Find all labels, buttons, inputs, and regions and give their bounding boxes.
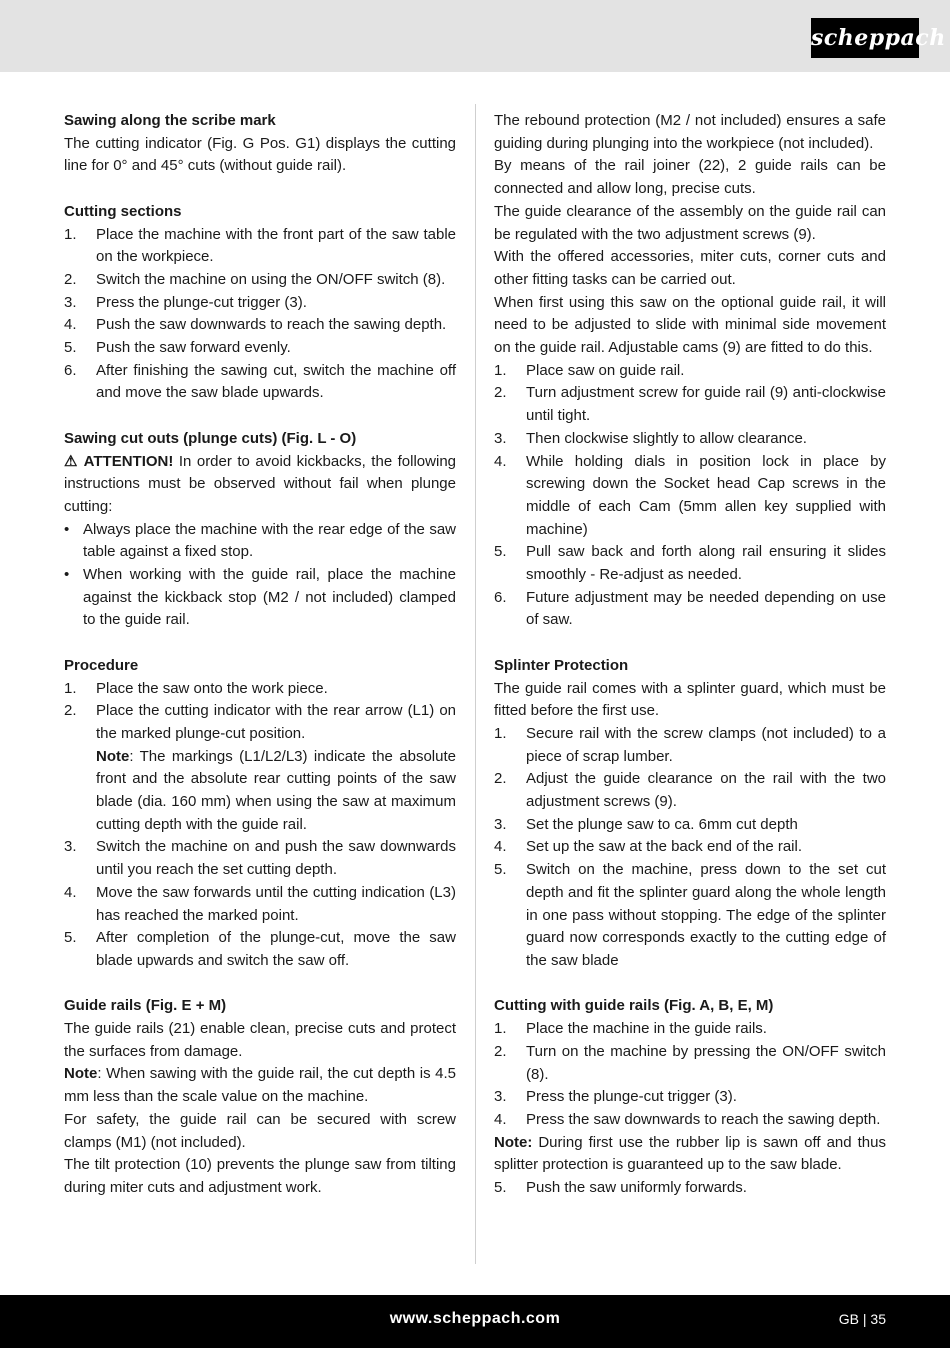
list-item: 1. Place the saw onto the work piece. xyxy=(64,679,328,697)
cutting-guide-rails-list-cont xyxy=(494,1177,886,1200)
list-item: 3. Press the plunge-cut trigger (3). xyxy=(494,1088,737,1106)
note-label: Note xyxy=(96,747,130,765)
attention-paragraph: ⚠ ATTENTION! In order to avoid kickbacks, the following instructions must be observed without fail when plunge cutting: xyxy=(64,452,457,515)
note-paragraph: Note: When sawing with the guide rail, the cut depth is 4.5 mm less than the scale value on the machine. xyxy=(64,1065,456,1106)
list-item: 3. Then clockwise slightly to allow clearance. xyxy=(494,429,807,447)
section-title-cutting-sections: Cutting sections xyxy=(64,202,182,220)
list-item: 4. Press the saw downwards to reach the sawing depth. xyxy=(494,1110,881,1128)
paragraph: The guide clearance of the assembly on the guide rail can be regulated with the two adjustment screws (9). xyxy=(494,202,886,243)
section-title-cutting-guide-rails: Cutting with guide rails (Fig. A, B, E, M) xyxy=(494,997,774,1015)
brand-logo: scheppach xyxy=(811,18,919,58)
list-item: 4. Push the saw downwards to reach the sawing depth. xyxy=(64,316,447,334)
list-item: 5. Switch on the machine, press down to the set cut depth and fit the splinter guard along the whole length in one pass without stopping. The edge of the splinter guard now corresponds exactly to the cutting edge of the saw blade xyxy=(494,861,886,969)
page-number: GB | 35 xyxy=(838,1311,886,1327)
left-column xyxy=(64,110,456,1200)
cutting-sections-list xyxy=(64,224,456,406)
list-item: 4. Set up the saw at the back end of the rail. xyxy=(494,838,803,856)
website-link[interactable]: www.scheppach.com xyxy=(389,1310,561,1327)
list-item: 3. Press the plunge-cut trigger (3). xyxy=(64,293,307,311)
column-divider xyxy=(475,104,476,1264)
list-item: 2. Turn on the machine by pressing the ON/OFF switch (8). xyxy=(494,1042,886,1083)
list-item: 2. Place the cutting indicator with the rear arrow (L1) on the marked plunge-cut position. Note: The markings (L1/L2/L3) indicate the absolute front and the absolute rear cutting points of the saw blade (dia. 160 mm) when using the saw at maximum cutting depth with the guide rail. xyxy=(64,702,456,833)
list-item: 4. While holding dials in position lock in place by screwing down the Socket head Cap screws in the middle of each Cam (5mm allen key supplied with machine) xyxy=(494,452,886,538)
note-paragraph: Note: During first use the rubber lip is sawn off and thus splitter protection is guaranteed up to the saw blade. xyxy=(494,1133,886,1174)
paragraph: The rebound protection (M2 / not included) ensures a safe guiding during plunging into the workpiece (not included). xyxy=(494,112,886,152)
list-item: 6. After finishing the sawing cut, switch the machine off and move the saw blade upwards. xyxy=(64,361,456,402)
page-footer xyxy=(0,1295,950,1348)
paragraph: With the offered accessories, miter cuts, corner cuts and other fitting tasks can be carried out. xyxy=(494,248,886,288)
list-item: 6. Future adjustment may be needed depending on use of saw. xyxy=(494,588,886,629)
section-title-plunge-cuts: Sawing cut outs (plunge cuts) (Fig. L - O) xyxy=(64,429,357,447)
list-item: 2. Switch the machine on using the ON/OFF switch (8). xyxy=(64,270,446,288)
procedure-list xyxy=(64,678,456,973)
splinter-protection-list xyxy=(494,723,886,973)
list-item: • When working with the guide rail, place the machine against the kickback stop (M2 / not included) clamped to the guide rail. xyxy=(64,566,456,629)
right-column xyxy=(494,110,886,1200)
paragraph: The tilt protection (10) prevents the plunge saw from tilting during miter cuts and adjustment work. xyxy=(64,1156,456,1196)
paragraph: The guide rails (21) enable clean, precise cuts and protect the surfaces from damage. xyxy=(64,1020,456,1060)
plunge-cut-bullets xyxy=(64,519,456,633)
paragraph: The guide rail comes with a splinter guard, which must be fitted before the first use. xyxy=(494,679,886,720)
rail-adjustment-list xyxy=(494,360,886,632)
list-item: 5. After completion of the plunge-cut, move the saw blade upwards and switch the saw off. xyxy=(64,929,456,969)
warning-icon: ⚠ ATTENTION! xyxy=(64,452,174,470)
paragraph: By means of the rail joiner (22), 2 guide rails can be connected and allow long, precise cuts. xyxy=(494,157,886,198)
section-title-guide-rails: Guide rails (Fig. E + M) xyxy=(64,997,227,1015)
section-title-scribe-mark: Sawing along the scribe mark xyxy=(64,112,276,129)
section-title-splinter-protection: Splinter Protection xyxy=(494,656,629,674)
list-item: 1. Place the machine with the front part of the saw table on the workpiece. xyxy=(64,225,456,266)
list-item: 2. Turn adjustment screw for guide rail (9) anti-clockwise until tight. xyxy=(494,384,886,425)
list-item: 3. Set the plunge saw to ca. 6mm cut depth xyxy=(494,815,798,833)
section-title-procedure: Procedure xyxy=(64,656,139,674)
page-header xyxy=(0,0,950,72)
paragraph: For safety, the guide rail can be secured with screw clamps (M1) (not included). xyxy=(64,1110,456,1151)
paragraph: When first using this saw on the optional guide rail, it will need to be adjusted to slide with minimal side movement on the guide rail. Adjustable cams (9) are fitted to do this. xyxy=(494,293,886,357)
list-item: 1. Secure rail with the screw clamps (not included) to a piece of scrap lumber. xyxy=(494,724,886,765)
list-item: 1. Place saw on guide rail. xyxy=(494,361,685,379)
list-item: 4. Move the saw forwards until the cutting indication (L3) has reached the marked point. xyxy=(64,883,456,924)
list-item: • Always place the machine with the rear edge of the saw table against a fixed stop. xyxy=(64,520,456,561)
paragraph: The cutting indicator (Fig. G Pos. G1) displays the cutting line for 0° and 45° cuts (without guide rail). xyxy=(64,134,456,175)
list-item: 5. Push the saw uniformly forwards. xyxy=(494,1179,747,1197)
list-item: 2. Adjust the guide clearance on the rail with the two adjustment screws (9). xyxy=(494,770,886,811)
list-item: 3. Switch the machine on and push the saw downwards until you reach the set cutting depth. xyxy=(64,838,456,879)
list-item: 5. Pull saw back and forth along rail ensuring it slides smoothly - Re-adjust as needed. xyxy=(494,543,886,584)
list-item: 1. Place the machine in the guide rails. xyxy=(494,1020,767,1038)
list-item: 5. Push the saw forward evenly. xyxy=(64,339,291,357)
cutting-guide-rails-list xyxy=(494,1018,886,1132)
